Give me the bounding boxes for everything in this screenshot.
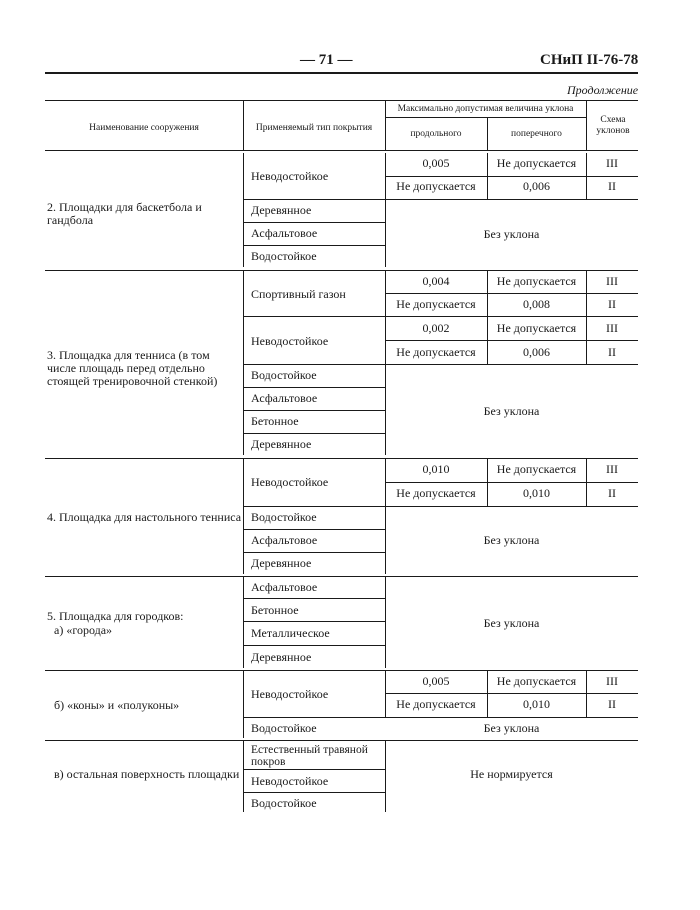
coating-type: Асфальтовое [251,580,318,594]
page-number: — 71 — [300,52,353,68]
section-divider [45,740,638,741]
section-divider [45,670,638,671]
slope-longitudinal: Не допускается [396,297,476,311]
header-transverse: поперечного [511,129,562,139]
facility-name: 5. Площадка для городков: [47,609,184,623]
coating-type: Металлическое [251,626,330,640]
slope-scheme: III [606,462,618,476]
coating-type: Водостойкое [251,510,317,524]
coating-type: Спортивный газон [251,287,346,301]
header-longitudinal: продольного [410,129,462,139]
section-divider [45,458,638,459]
slope-longitudinal: Не допускается [396,345,476,359]
coating-type: Водостойкое [251,796,317,810]
slope-longitudinal: 0,004 [422,274,450,288]
coating-type: Асфальтовое [251,391,318,405]
slope-transverse: Не допускается [496,462,577,476]
header-divider [586,101,587,150]
coating-type: Неводостойкое [251,169,329,183]
coating-type: Неводостойкое [251,334,329,348]
no-slope-note: Без уклона [483,721,540,735]
coating-type: Деревянное [251,650,312,664]
slope-transverse: Не допускается [496,674,577,688]
continuation-label: Продолжение [567,83,639,97]
coating-type: Неводостойкое [251,475,329,489]
slope-transverse: Не допускается [496,321,577,335]
slope-longitudinal: Не допускается [396,486,476,500]
slope-scheme: II [608,179,616,193]
facility-name: 4. Площадка для настольного тенниса [47,510,242,524]
coating-type: Деревянное [251,203,312,217]
facility-name: 3. Площадка для тенниса (в том числе площадь перед отдельно стоящей тренировочной стенкой) [47,348,218,388]
facility-subtype: а) «города» [54,623,113,637]
facility-name: 2. Площадки для баскетбола и гандбола [47,200,202,227]
coating-type: Водостойкое [251,368,317,382]
document-code: СНиП II-76-78 [540,52,639,68]
no-slope-note: Без уклона [483,227,540,241]
header-name: Наименование сооружения [89,123,199,133]
slope-transverse: 0,010 [523,697,550,711]
slope-transverse: 0,008 [523,297,550,311]
slope-longitudinal: 0,005 [422,674,450,688]
slope-longitudinal: 0,010 [422,462,450,476]
section-divider [45,270,638,271]
coating-type: Асфальтовое [251,533,318,547]
no-slope-note: Без уклона [483,533,540,547]
header-coating: Применяемый тип покрытия [255,123,373,133]
slope-transverse: Не допускается [496,156,577,170]
slope-transverse: 0,006 [523,345,550,359]
coating-type: Деревянное [251,437,312,451]
slope-scheme: III [606,156,618,170]
header-max-slope: Максимально допустимая величина уклона [397,104,574,114]
coating-type: Деревянное [251,556,312,570]
coating-type: Естественный травяной покров [251,744,368,768]
slope-scheme: II [608,297,616,311]
coating-type: Водостойкое [251,721,317,735]
slope-scheme: II [608,345,616,359]
slope-transverse: 0,006 [523,179,550,193]
coating-type: Водостойкое [251,249,317,263]
slope-longitudinal: Не допускается [396,697,476,711]
slope-scheme: II [608,486,616,500]
no-slope-note: Без уклона [483,404,540,418]
section-divider [45,576,638,577]
slope-scheme: II [608,697,616,711]
slope-longitudinal: 0,002 [422,321,450,335]
not-normed-note: Не нормируется [470,767,553,781]
facility-name: в) остальная поверхность площадки [54,767,240,781]
coating-type: Неводостойкое [251,687,329,701]
slope-scheme: III [606,321,618,335]
slope-longitudinal: 0,005 [422,156,450,170]
slope-transverse: 0,010 [523,486,550,500]
coating-type: Неводостойкое [251,774,329,788]
coating-type: Бетонное [251,603,299,617]
table-header-bottom-border [45,150,638,151]
header-rule [45,72,638,74]
table-top-border [45,100,638,101]
header-subrule [385,117,586,118]
slope-scheme: III [606,674,618,688]
header-scheme: Схема уклонов [596,115,630,136]
no-slope-note: Без уклона [483,616,540,630]
coating-type: Асфальтовое [251,226,318,240]
slope-scheme: III [606,274,618,288]
facility-name: б) «коны» и «полуконы» [54,698,180,712]
slope-transverse: Не допускается [496,274,577,288]
coating-type: Бетонное [251,414,299,428]
slope-longitudinal: Не допускается [396,179,476,193]
